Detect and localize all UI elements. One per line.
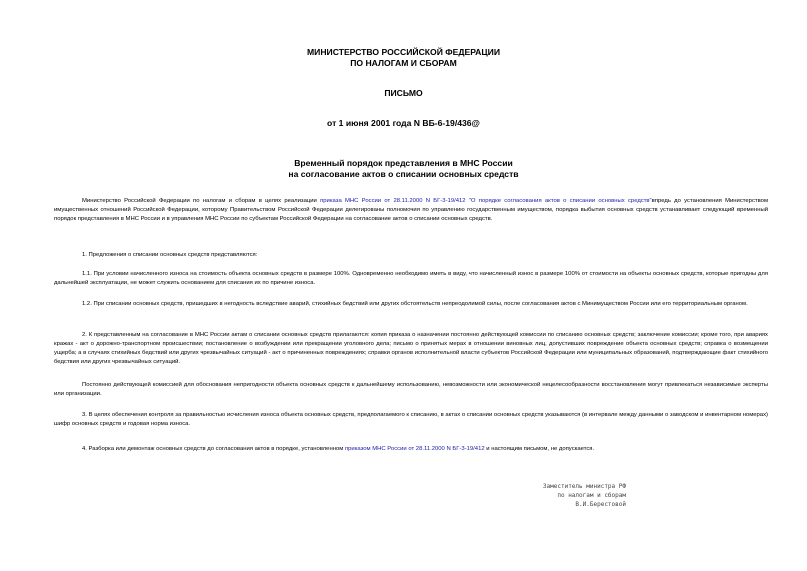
- signature-name: В.И.Берестовой: [575, 501, 626, 508]
- paragraph-1-1: 1.1. При условии начисленного износа на стоимость объекта основных средств в размере 100%. Одновременно необходимо иметь в виду, что начисленный износ в размере 100% от стоимости на объекты основных средств, которые пригодны для дальнейшей эксплуатации, не может служить основанием для списания их по причине износа.: [54, 271, 768, 286]
- paragraph-4-text-a: 4. Разборка или демонтаж основных средств до согласования актов в порядке, установленном: [82, 446, 345, 452]
- signature-block: [480, 482, 626, 509]
- ministry-line-2: ПО НАЛОГАМ И СБОРАМ: [350, 58, 457, 68]
- paragraph-2: 2. К представленным на согласование в МНС России актам о списании основных средств прилагаются: копия приказа о назначении постоянно действующей комиссии по списанию основных средств; заключение комиссии; кроме того, при авариях кражах - акт о дорожно-транспортном происшествии; постановление о возбуждении или прекращении уголовного дела; письмо о принятых мерах в отношении виновных лиц, допустивших повреждение объекта основных средств; справка о возмещении ущерба; а в случаях стихийных бедствий или других чрезвычайных ситуаций - акт о причиненных повреждениях; справки органов исполнительной власти субъектов Российской Федерации или муниципальных образований, подтверждающие факт стихийного бедствия или других чрезвычайных ситуаций.: [54, 332, 768, 365]
- paragraph-commission: Постоянно действующей комиссией для обоснования непригодности объекта основных средств к дальнейшему использованию, невозможности или экономической нецелесообразности восстановления могут привлекаться независимые эксперты или организации.: [54, 382, 768, 397]
- document-title: [0, 158, 807, 180]
- paragraph-intro-text-b: впредь до установления Министерством имущественных отношений Российской Федерации, которому Правительством Российской Федерации делегированы полномочия по управлению государственным имуществом, порядка выбытия основных средств устанавливает следующий временный порядок представления в МНС России и в управления МНС России по субъектам Российской Федерации на согласование актов о списании основных средств.: [54, 198, 768, 222]
- document-type: ПИСЬМО: [384, 88, 423, 98]
- ministry-line-1: МИНИСТЕРСТВО РОССИЙСКОЙ ФЕДЕРАЦИИ: [306, 47, 501, 57]
- signature-position: Заместитель министра РФ: [542, 483, 626, 490]
- signature-department: по налогам и сборам: [557, 492, 626, 499]
- order-link-2[interactable]: приказом МНС России от 28.11.2000 N БГ-3-19/412: [344, 446, 485, 452]
- order-link[interactable]: приказа МНС России от 28.11.2000 N БГ-3-19/412 "О порядке согласования актов о списании основных средств": [320, 198, 652, 204]
- paragraph-1-2: 1.2. При списании основных средств, пришедших в негодность вследствие аварий, стихийных бедствий или других обстоятельств непреодолимой силы, после согласования актов с Минимуществом России или его территориальным органом.: [82, 301, 748, 307]
- title-line-1: Временный порядок представления в МНС России: [294, 158, 513, 168]
- title-line-2: на согласование актов о списании основных средств: [288, 169, 519, 179]
- paragraph-1: 1. Предложения о списании основных средств представляются:: [82, 252, 258, 258]
- ministry-heading: [0, 47, 807, 69]
- document-date-number: от 1 июня 2001 года N ВБ-6-19/436@: [327, 118, 480, 128]
- paragraph-intro-text-a: Министерство Российской Федерации по налогам и сборам в целях реализации: [82, 198, 321, 204]
- paragraph-intro: [54, 197, 768, 224]
- paragraph-4-text-b: и настоящим письмом, не допускается.: [484, 446, 595, 452]
- paragraph-3: 3. В целях обеспечения контроля за правильностью исчисления износа объекта основных средств, предполагаемого к списанию, в актах о списании основных средств указываются (в интервале между данными о заводском и инвентарном номерах) шифр основных средств и годовая норма износа.: [54, 412, 768, 427]
- paragraph-4: [54, 445, 768, 454]
